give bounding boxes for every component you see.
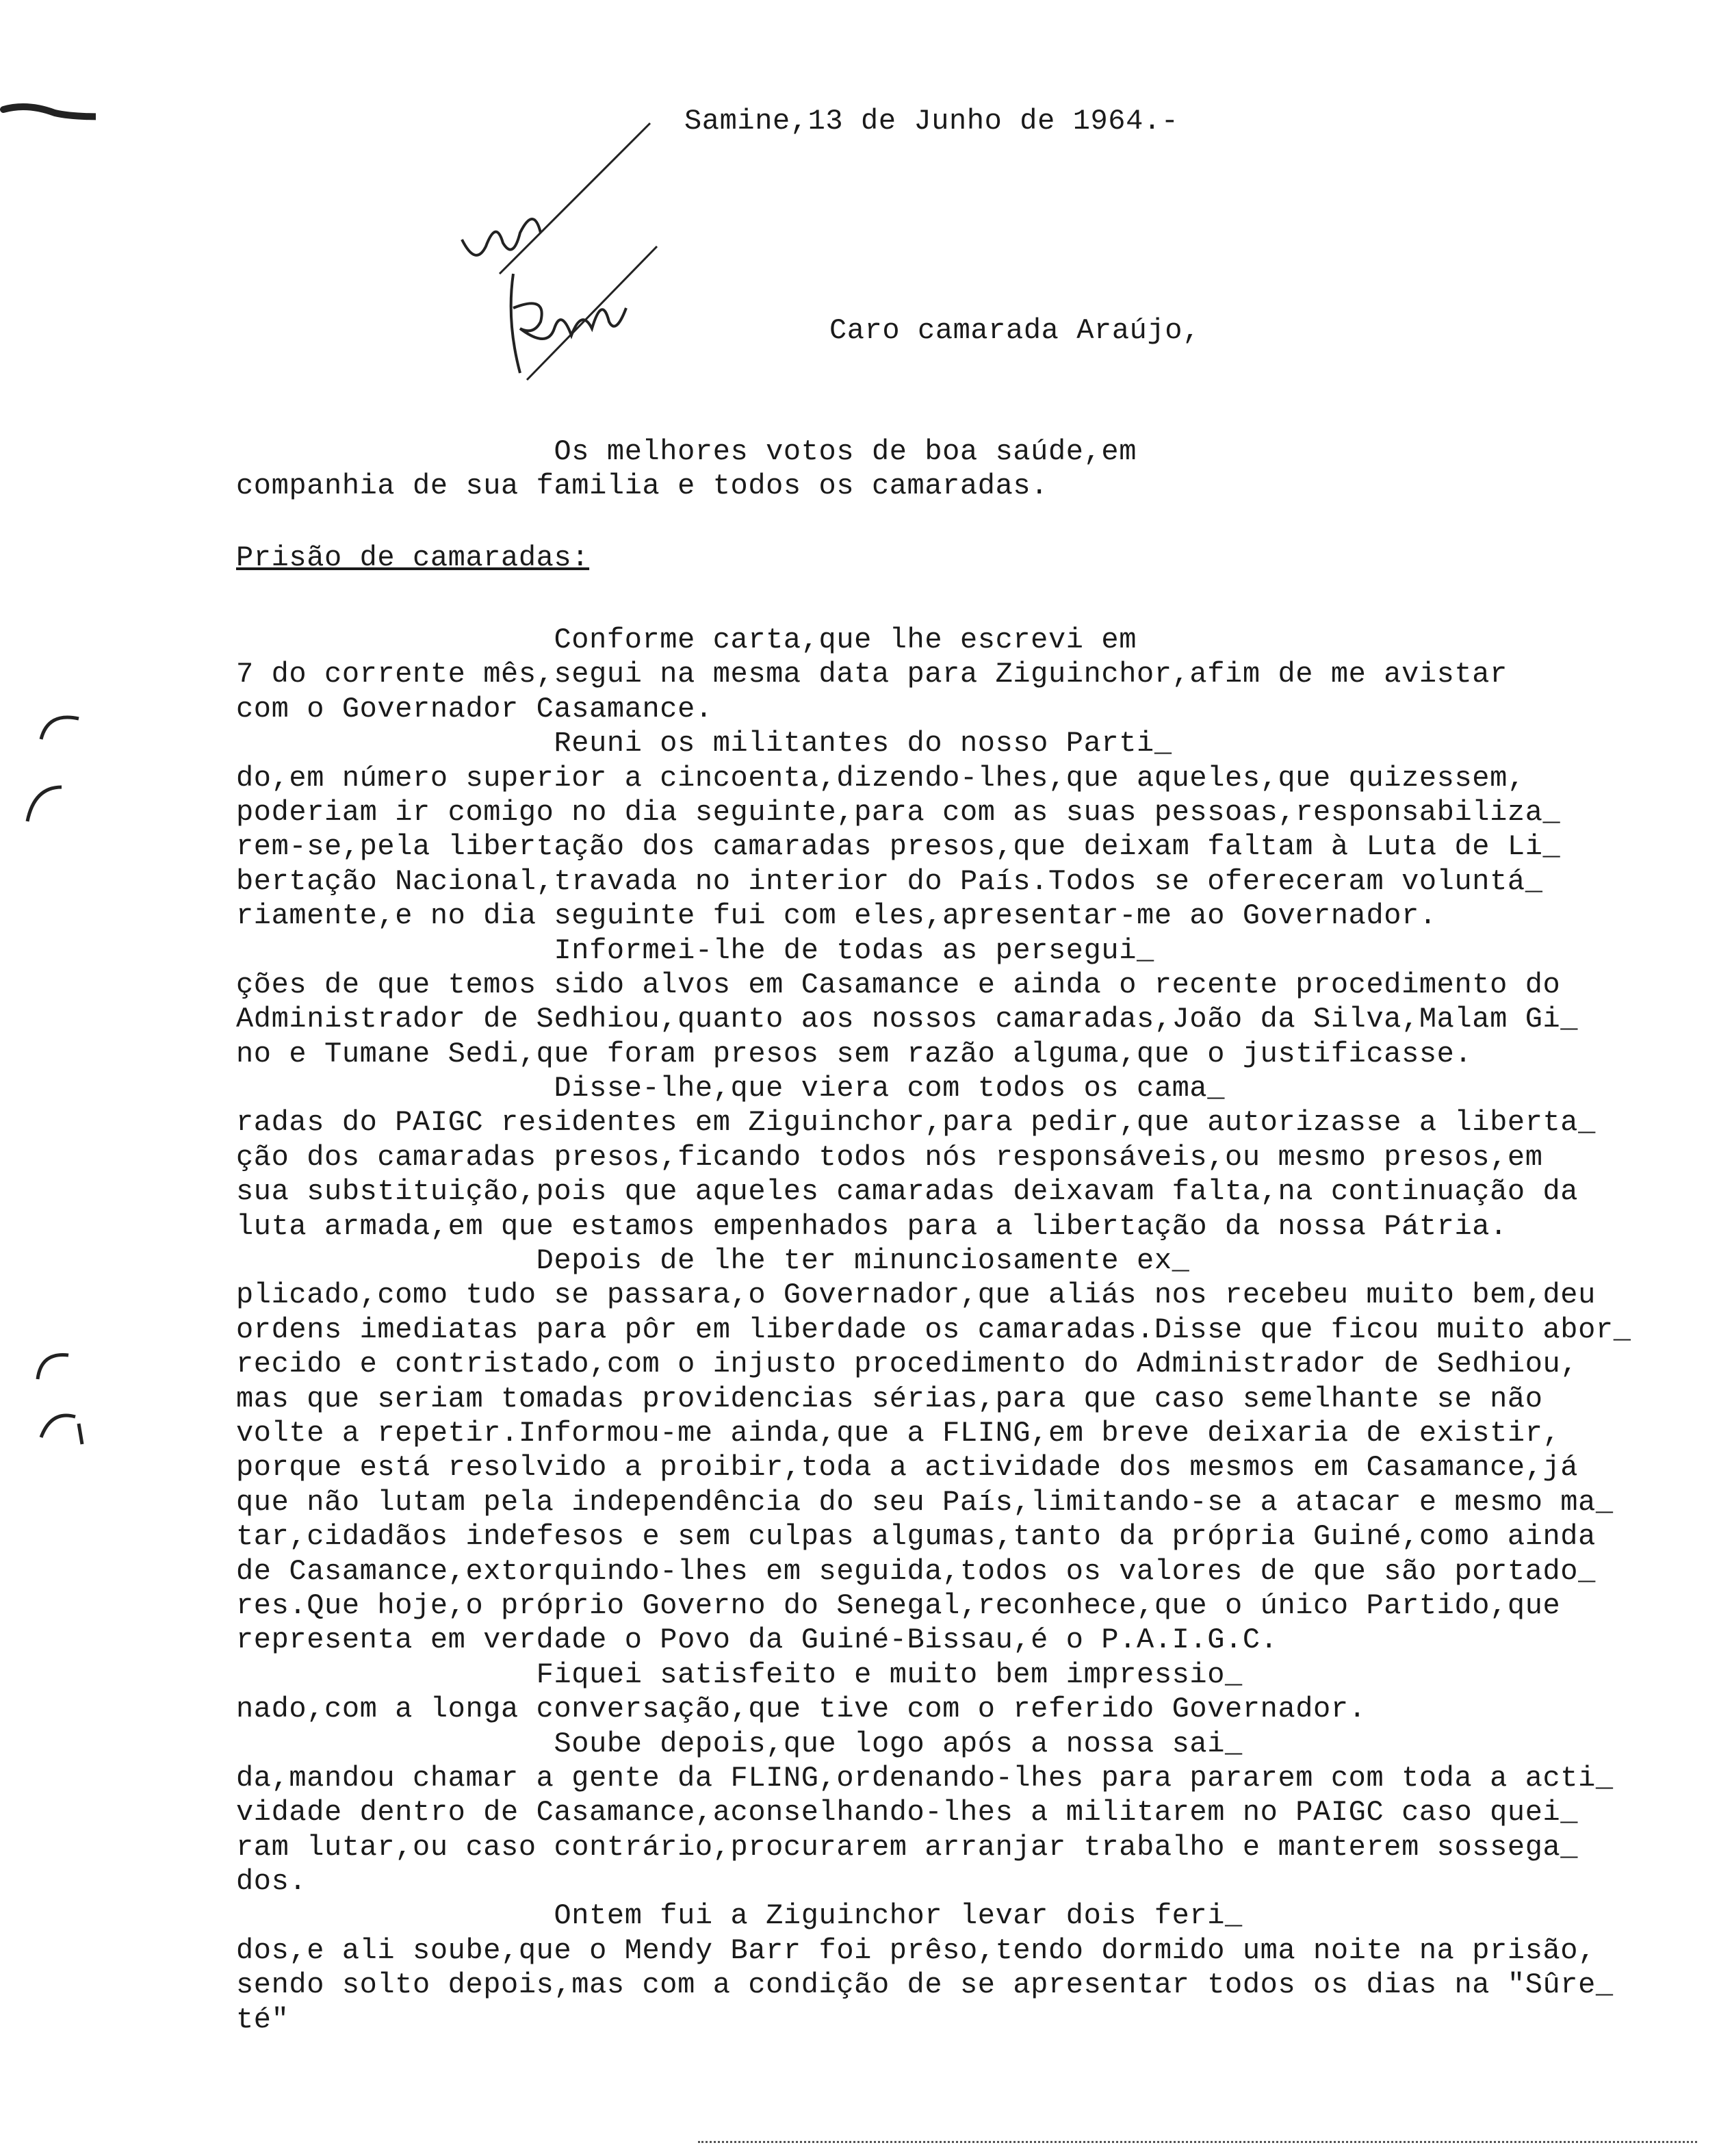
body-line: da,mandou chamar a gente da FLING,ordenando-lhes para pararem com toda a acti_	[236, 1761, 1614, 1795]
body-line: nado,com a longa conversação,que tive com o referido Governador.	[236, 1693, 1367, 1726]
body-line: Conforme carta,que lhe escrevi em	[236, 624, 1137, 656]
body-line: Depois de lhe ter minunciosamente ex_	[236, 1244, 1190, 1278]
body-line: de Casamance,extorquindo-lhes em seguida,todos os valores de que são portado_	[236, 1554, 1596, 1588]
body-line: representa em verdade o Povo da Guiné-Bissau,é o P.A.I.G.C.	[236, 1624, 1278, 1657]
body-line: ram lutar,ou caso contrário,procurarem arranjar trabalho e manterem sossega_	[236, 1830, 1579, 1864]
body-line: no e Tumane Sedi,que foram presos sem razão alguma,que o justificasse.	[236, 1037, 1473, 1070]
body-line: Administrador de Sedhiou,quanto aos nossos camaradas,João da Silva,Malam Gi_	[236, 1003, 1579, 1036]
handwritten-annotation	[445, 103, 677, 390]
body-line: radas do PAIGC residentes em Ziguinchor,para pedir,que autorizasse a liberta_	[236, 1106, 1596, 1140]
body-line: volte a repetir.Informou-me ainda,que a FLING,em breve deixaria de existir,	[236, 1416, 1561, 1450]
letter-body	[236, 623, 1631, 2037]
body-line: luta armada,em que estamos empenhados para a libertação da nossa Pátria.	[236, 1209, 1508, 1243]
body-line: riamente,e no dia seguinte fui com eles,apresentar-me ao Governador.	[236, 899, 1437, 933]
body-line: ção dos camaradas presos,ficando todos nós responsáveis,ou mesmo presos,em	[236, 1140, 1543, 1174]
body-line: companhia de sua familia e todos os camaradas.	[236, 470, 1048, 503]
opening-paragraph	[236, 435, 1618, 504]
body-line: Soube depois,que logo após a nossa sai_	[236, 1727, 1243, 1760]
body-line: que não lutam pela independência do seu País,limitando-se a atacar e mesmo ma_	[236, 1485, 1614, 1519]
body-line: té"	[236, 2003, 289, 2036]
body-line: Fiquei satisfeito e muito bem impressio_	[236, 1658, 1243, 1691]
body-line: ordens imediatas para pôr em liberdade os camaradas.Disse que ficou muito abor_	[236, 1313, 1631, 1346]
body-line: res.Que hoje,o próprio Governo do Senegal,reconhece,que o único Partido,que	[236, 1589, 1561, 1622]
body-line: porque está resolvido a proibir,toda a actividade dos mesmos em Casamance,já	[236, 1451, 1579, 1485]
body-line: do,em número superior a cincoenta,dizendo-lhes,que aqueles,que quizessem,	[236, 761, 1525, 795]
body-line: 7 do corrente mês,segui na mesma data para Ziguinchor,afim de me avistar	[236, 658, 1508, 691]
body-line: recido e contristado,com o injusto procedimento do Administrador de Sedhiou,	[236, 1348, 1579, 1381]
letter-date: Samine,13 de Junho de 1964.-	[684, 105, 1179, 138]
body-line: mas que seriam tomadas providencias sérias,para que caso semelhante se não	[236, 1382, 1543, 1415]
letter-salutation: Caro camarada Araújo,	[829, 314, 1200, 347]
body-line: plicado,como tudo se passara,o Governador,que aliás nos recebeu muito bem,deu	[236, 1279, 1596, 1312]
body-line: Ontem fui a Ziguinchor levar dois feri_	[236, 1899, 1243, 1933]
body-line: vidade dentro de Casamance,aconselhando-lhes a militarem no PAIGC caso quei_	[236, 1796, 1579, 1830]
body-line: dos,e ali soube,que o Mendy Barr foi prêso,tendo dormido uma noite na prisão,	[236, 1934, 1596, 1967]
body-line: Disse-lhe,que viera com todos os cama_	[236, 1072, 1226, 1105]
section-heading: Prisão de camaradas:	[236, 541, 590, 574]
body-line: com o Governador Casamance.	[236, 692, 713, 726]
body-line: rem-se,pela libertação dos camaradas presos,que deixam faltam à Luta de Li_	[236, 830, 1561, 864]
body-line: sendo solto depois,mas com a condição de se apresentar todos os dias na "Sûre_	[236, 1968, 1614, 2002]
body-line: Reuni os militantes do nosso Parti_	[236, 727, 1172, 760]
body-line: poderiam ir comigo no dia seguinte,para com as suas pessoas,responsabiliza_	[236, 795, 1561, 829]
body-line: Os melhores votos de boa saúde,em	[236, 435, 1137, 468]
body-line: bertação Nacional,travada no interior do País.Todos se ofereceram voluntá_	[236, 864, 1543, 898]
body-line: ções de que temos sido alvos em Casamance e ainda o recente procedimento do	[236, 968, 1561, 1001]
body-line: dos.	[236, 1865, 307, 1899]
body-line: Informei-lhe de todas as persegui_	[236, 934, 1154, 967]
body-line: sua substituição,pois que aqueles camaradas deixavam falta,na continuação da	[236, 1175, 1579, 1209]
bottom-dotted-rule	[698, 2141, 1697, 2143]
margin-marks	[0, 0, 96, 1506]
body-line: tar,cidadãos indefesos e sem culpas algumas,tanto da própria Guiné,como ainda	[236, 1520, 1596, 1554]
